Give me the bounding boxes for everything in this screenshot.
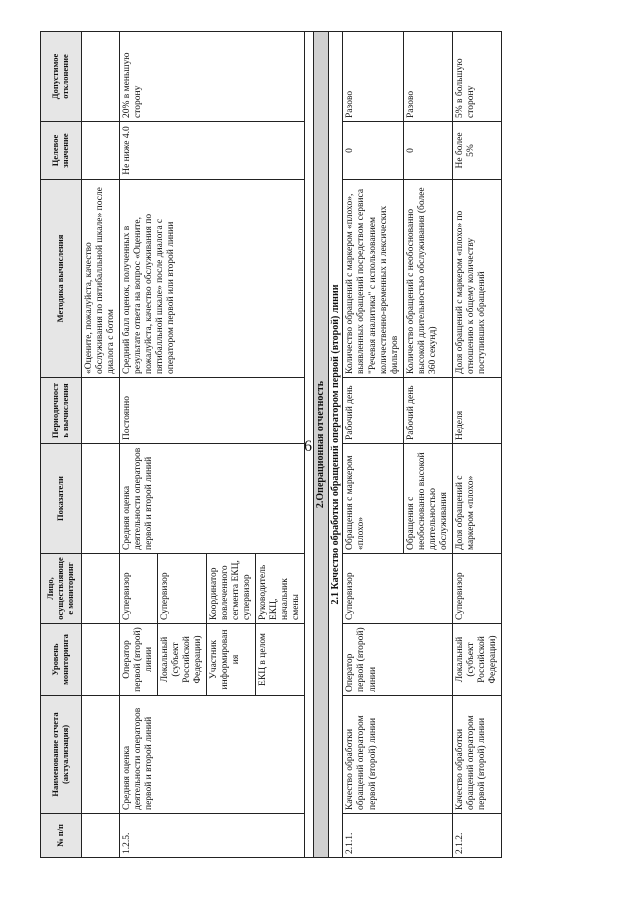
- subsection-heading-row: [328, 32, 343, 858]
- responsible-cell: Супервизор: [120, 554, 158, 624]
- table-row: [452, 32, 501, 858]
- responsible-cell: Супервизор: [452, 554, 501, 624]
- method-cell: Количество обращений с необоснованно высокой длительностью обслуживания (более 360 секунд): [403, 180, 452, 378]
- header-period: Периодичность вычисления: [41, 378, 82, 444]
- target-cell: Не ниже 4.0: [120, 122, 305, 180]
- period-cell: Неделя: [452, 378, 501, 444]
- header-num: № п/п: [41, 814, 82, 858]
- section-heading: 2.Операционная отчетность: [314, 32, 329, 858]
- row-num: 2.1.2.: [452, 814, 501, 858]
- row-name: Качество обработки обращений оператором первой (второй) линии: [452, 696, 501, 814]
- level-cell: Оператор первой (второй) линии: [120, 624, 158, 696]
- section-heading-row: [314, 32, 329, 858]
- deviation-cell: Разово: [343, 32, 403, 122]
- header-method: Методика вычисления: [41, 180, 82, 378]
- level-cell: Локальный (субъект Российской Федерации): [158, 624, 207, 696]
- row-name: Качество обработки обращений оператором первой (второй) линии: [343, 696, 452, 814]
- header-indicator: Показатели: [41, 444, 82, 554]
- rotated-page: [40, 32, 620, 858]
- deviation-cell: 20% в меньшую сторону: [120, 32, 305, 122]
- level-cell: ЕКЦ в целом: [256, 624, 305, 696]
- indicator-cell: Доля обращений с маркером «плохо»: [452, 444, 501, 554]
- responsible-cell: Координатор вовлеченного сегмента ЕКЦ, супервизор: [207, 554, 256, 624]
- level-cell: Участник информирования: [207, 624, 256, 696]
- responsible-cell: Супервизор: [158, 554, 207, 624]
- header-target: Целевое значение: [41, 122, 82, 180]
- header-row: [41, 32, 82, 858]
- continued-method-cell: «Оцените, пожалуйста, качество обслуживания по пятибалльной шкале» после диалога с ботом: [82, 180, 120, 378]
- responsible-cell: Руководитель ЕКЦ, начальник смены: [256, 554, 305, 624]
- row-name: Средняя оценка деятельности операторов первой и второй линий: [120, 696, 305, 814]
- rotated-table-stage: [40, 32, 620, 858]
- period-cell: Рабочий день: [343, 378, 403, 444]
- page-number: 6: [304, 438, 312, 455]
- header-deviation: Допустимое отклонение: [41, 32, 82, 122]
- responsible-cell: Супервизор: [343, 554, 452, 624]
- period-cell: Рабочий день: [403, 378, 452, 444]
- header-responsible: Лицо, осуществляющее мониторинг: [41, 554, 82, 624]
- table-row: [343, 32, 403, 858]
- row-num: 2.1.1.: [343, 814, 452, 858]
- indicator-cell: Обращения с необоснованно высокой длительностью обслуживания: [403, 444, 452, 554]
- target-cell: Не более 5%: [452, 122, 501, 180]
- table-row: [120, 32, 158, 858]
- subsection-heading: 2.1 Качество обработки обращений оператором первой (второй) линии: [328, 32, 343, 858]
- target-cell: 0: [403, 122, 452, 180]
- deviation-cell: 5% в большую сторону: [452, 32, 501, 122]
- row-num: 1.2.5.: [120, 814, 305, 858]
- period-cell: Постоянно: [120, 378, 305, 444]
- table-row: [305, 32, 314, 858]
- indicator-cell: Средняя оценка деятельности операторов первой и второй линий: [120, 444, 305, 554]
- method-cell: Количество обращений с маркером «плохо», выявленных обращений посредством сервиса "Речевая аналитика" с использованием количественно-временных и лексических фильтров: [343, 180, 403, 378]
- monitoring-table: [40, 31, 502, 858]
- table-row: [82, 32, 120, 858]
- level-cell: Локальный (субъект Российской Федерации): [452, 624, 501, 696]
- method-cell: Средний балл оценок, полученных в результате ответа на вопрос «Оцените, пожалуйста, качество обслуживания по пятибалльной шкале» после диалога с оператором первой или второй линии: [120, 180, 305, 378]
- indicator-cell: Обращения с маркером «плохо»: [343, 444, 403, 554]
- header-name: Наименование отчета (актуализация): [41, 696, 82, 814]
- header-level: Уровень мониторинга: [41, 624, 82, 696]
- level-cell: Оператор первой (второй) линии: [343, 624, 452, 696]
- method-cell: Доля обращений с маркером «плохо» по отношению к общему количеству поступивших обращений: [452, 180, 501, 378]
- deviation-cell: Разово: [403, 32, 452, 122]
- target-cell: 0: [343, 122, 403, 180]
